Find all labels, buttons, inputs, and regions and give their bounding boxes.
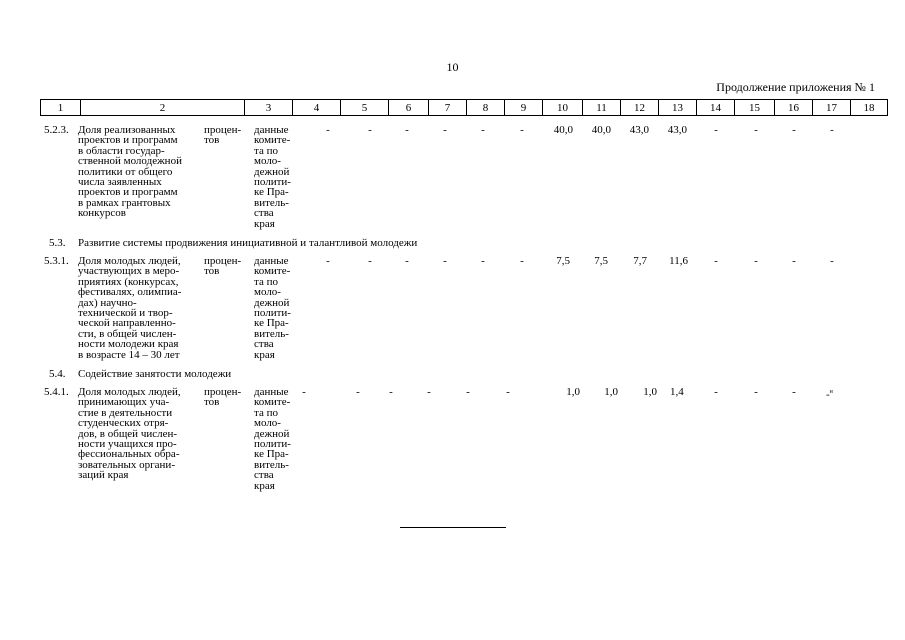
header-col-4: 4 <box>293 100 341 116</box>
row-code: 5.2.3. <box>44 124 69 136</box>
value-col-11: 40,0 <box>553 124 573 136</box>
value-col-14: 1,4 <box>670 386 684 398</box>
indicator-name: Доля реализованных проектов и программ в области государ- ственной молодежной политики от общего числа заявленных проектов и программ в рамках грантовых конкурсов <box>78 124 182 220</box>
header-col-18: 18 <box>851 100 888 116</box>
value-col-9: - <box>466 386 470 398</box>
value-col-15: - <box>714 255 718 267</box>
section-title: Содействие занятости молодежи <box>78 368 232 380</box>
value-col-9: - <box>481 124 485 136</box>
row-code: 5.4.1. <box>44 386 69 398</box>
value-col-8: - <box>443 124 447 136</box>
header-col-2: 2 <box>81 100 245 116</box>
unit-label: процен- тов <box>204 124 242 147</box>
value-col-10: - <box>520 124 524 136</box>
value-col-18-dash: - <box>826 388 830 401</box>
value-col-6: - <box>356 386 360 398</box>
value-col-16: - <box>754 386 758 398</box>
section-code: 5.3. <box>49 237 66 249</box>
value-col-15: - <box>714 386 718 398</box>
value-col-16: - <box>754 124 758 136</box>
page-number: 10 <box>446 60 459 74</box>
value-col-13: 1,0 <box>643 386 657 398</box>
header-col-15: 15 <box>735 100 775 116</box>
value-col-13: 7,7 <box>633 255 647 267</box>
unit-label: процен- тов <box>204 255 242 278</box>
value-col-9: - <box>481 255 485 267</box>
header-col-16: 16 <box>775 100 813 116</box>
indicator-name: Доля молодых людей, принимающих уча- стие в деятельности студенческих отря- дов, в общей числен- ности учащихся про- фессиональных обра- зовательных органи- заций края <box>78 386 181 482</box>
section-title: Развитие системы продвижения инициативной и талантливой молодежи <box>78 237 418 249</box>
value-col-13: 43,0 <box>629 124 649 136</box>
value-col-17: - <box>792 386 796 398</box>
header-col-12: 12 <box>621 100 659 116</box>
value-col-7: - <box>405 255 409 267</box>
header-col-5: 5 <box>341 100 389 116</box>
column-number-header <box>40 99 888 116</box>
value-col-11: 7,5 <box>556 255 570 267</box>
value-col-12: 1,0 <box>604 386 618 398</box>
value-col-15: - <box>714 124 718 136</box>
row-code: 5.3.1. <box>44 255 69 267</box>
header-col-8: 8 <box>467 100 505 116</box>
value-col-11: 1,0 <box>566 386 580 398</box>
value-col-8: - <box>443 255 447 267</box>
data-source: данные комите- та по моло- дежной полити- ке Пра- витель- ства края <box>254 255 291 361</box>
value-col-14: 43,0 <box>667 124 687 136</box>
value-col-7: - <box>389 386 393 398</box>
value-col-7: - <box>405 124 409 136</box>
value-col-6: - <box>368 124 372 136</box>
header-col-10: 10 <box>543 100 583 116</box>
value-col-8: - <box>427 386 431 398</box>
value-col-16: - <box>754 255 758 267</box>
value-col-6: - <box>368 255 372 267</box>
value-col-18: - <box>830 255 834 267</box>
header-col-1: 1 <box>41 100 81 116</box>
value-col-17: - <box>792 124 796 136</box>
data-source: данные комите- та по моло- дежной полити- ке Пра- витель- ства края <box>254 386 291 492</box>
value-col-12: 7,5 <box>594 255 608 267</box>
continuation-label: Продолжение приложения № 1 <box>716 80 875 94</box>
indicator-name: Доля молодых людей, участвующих в меро- приятиях (конкурсах, фестивалях, олимпиа- дах) научно- технической и твор- ческой направленно- сти, в общей числен- ности молодежи края в возрасте 14 – 30 лет <box>78 255 182 361</box>
header-col-3: 3 <box>245 100 293 116</box>
header-col-9: 9 <box>505 100 543 116</box>
closing-rule <box>400 527 506 528</box>
data-source: данные комите- та по моло- дежной полити- ке Пра- витель- ства края <box>254 124 291 230</box>
header-col-7: 7 <box>429 100 467 116</box>
value-col-5: - <box>326 124 330 136</box>
value-col-5: - <box>326 255 330 267</box>
header-col-14: 14 <box>697 100 735 116</box>
unit-label: процен- тов <box>204 386 242 409</box>
header-col-6: 6 <box>389 100 429 116</box>
value-col-14: 11,6 <box>669 255 688 267</box>
value-col-18 <box>826 387 833 400</box>
section-code: 5.4. <box>49 368 66 380</box>
value-col-10: - <box>506 386 510 398</box>
value-col-10: - <box>520 255 524 267</box>
value-col-5: - <box>302 386 306 398</box>
value-col-12: 40,0 <box>591 124 611 136</box>
header-col-13: 13 <box>659 100 697 116</box>
value-col-17: - <box>792 255 796 267</box>
header-col-11: 11 <box>583 100 621 116</box>
value-col-18: - <box>830 124 834 136</box>
footnote-mark: н <box>829 389 833 395</box>
header-col-17: 17 <box>813 100 851 116</box>
